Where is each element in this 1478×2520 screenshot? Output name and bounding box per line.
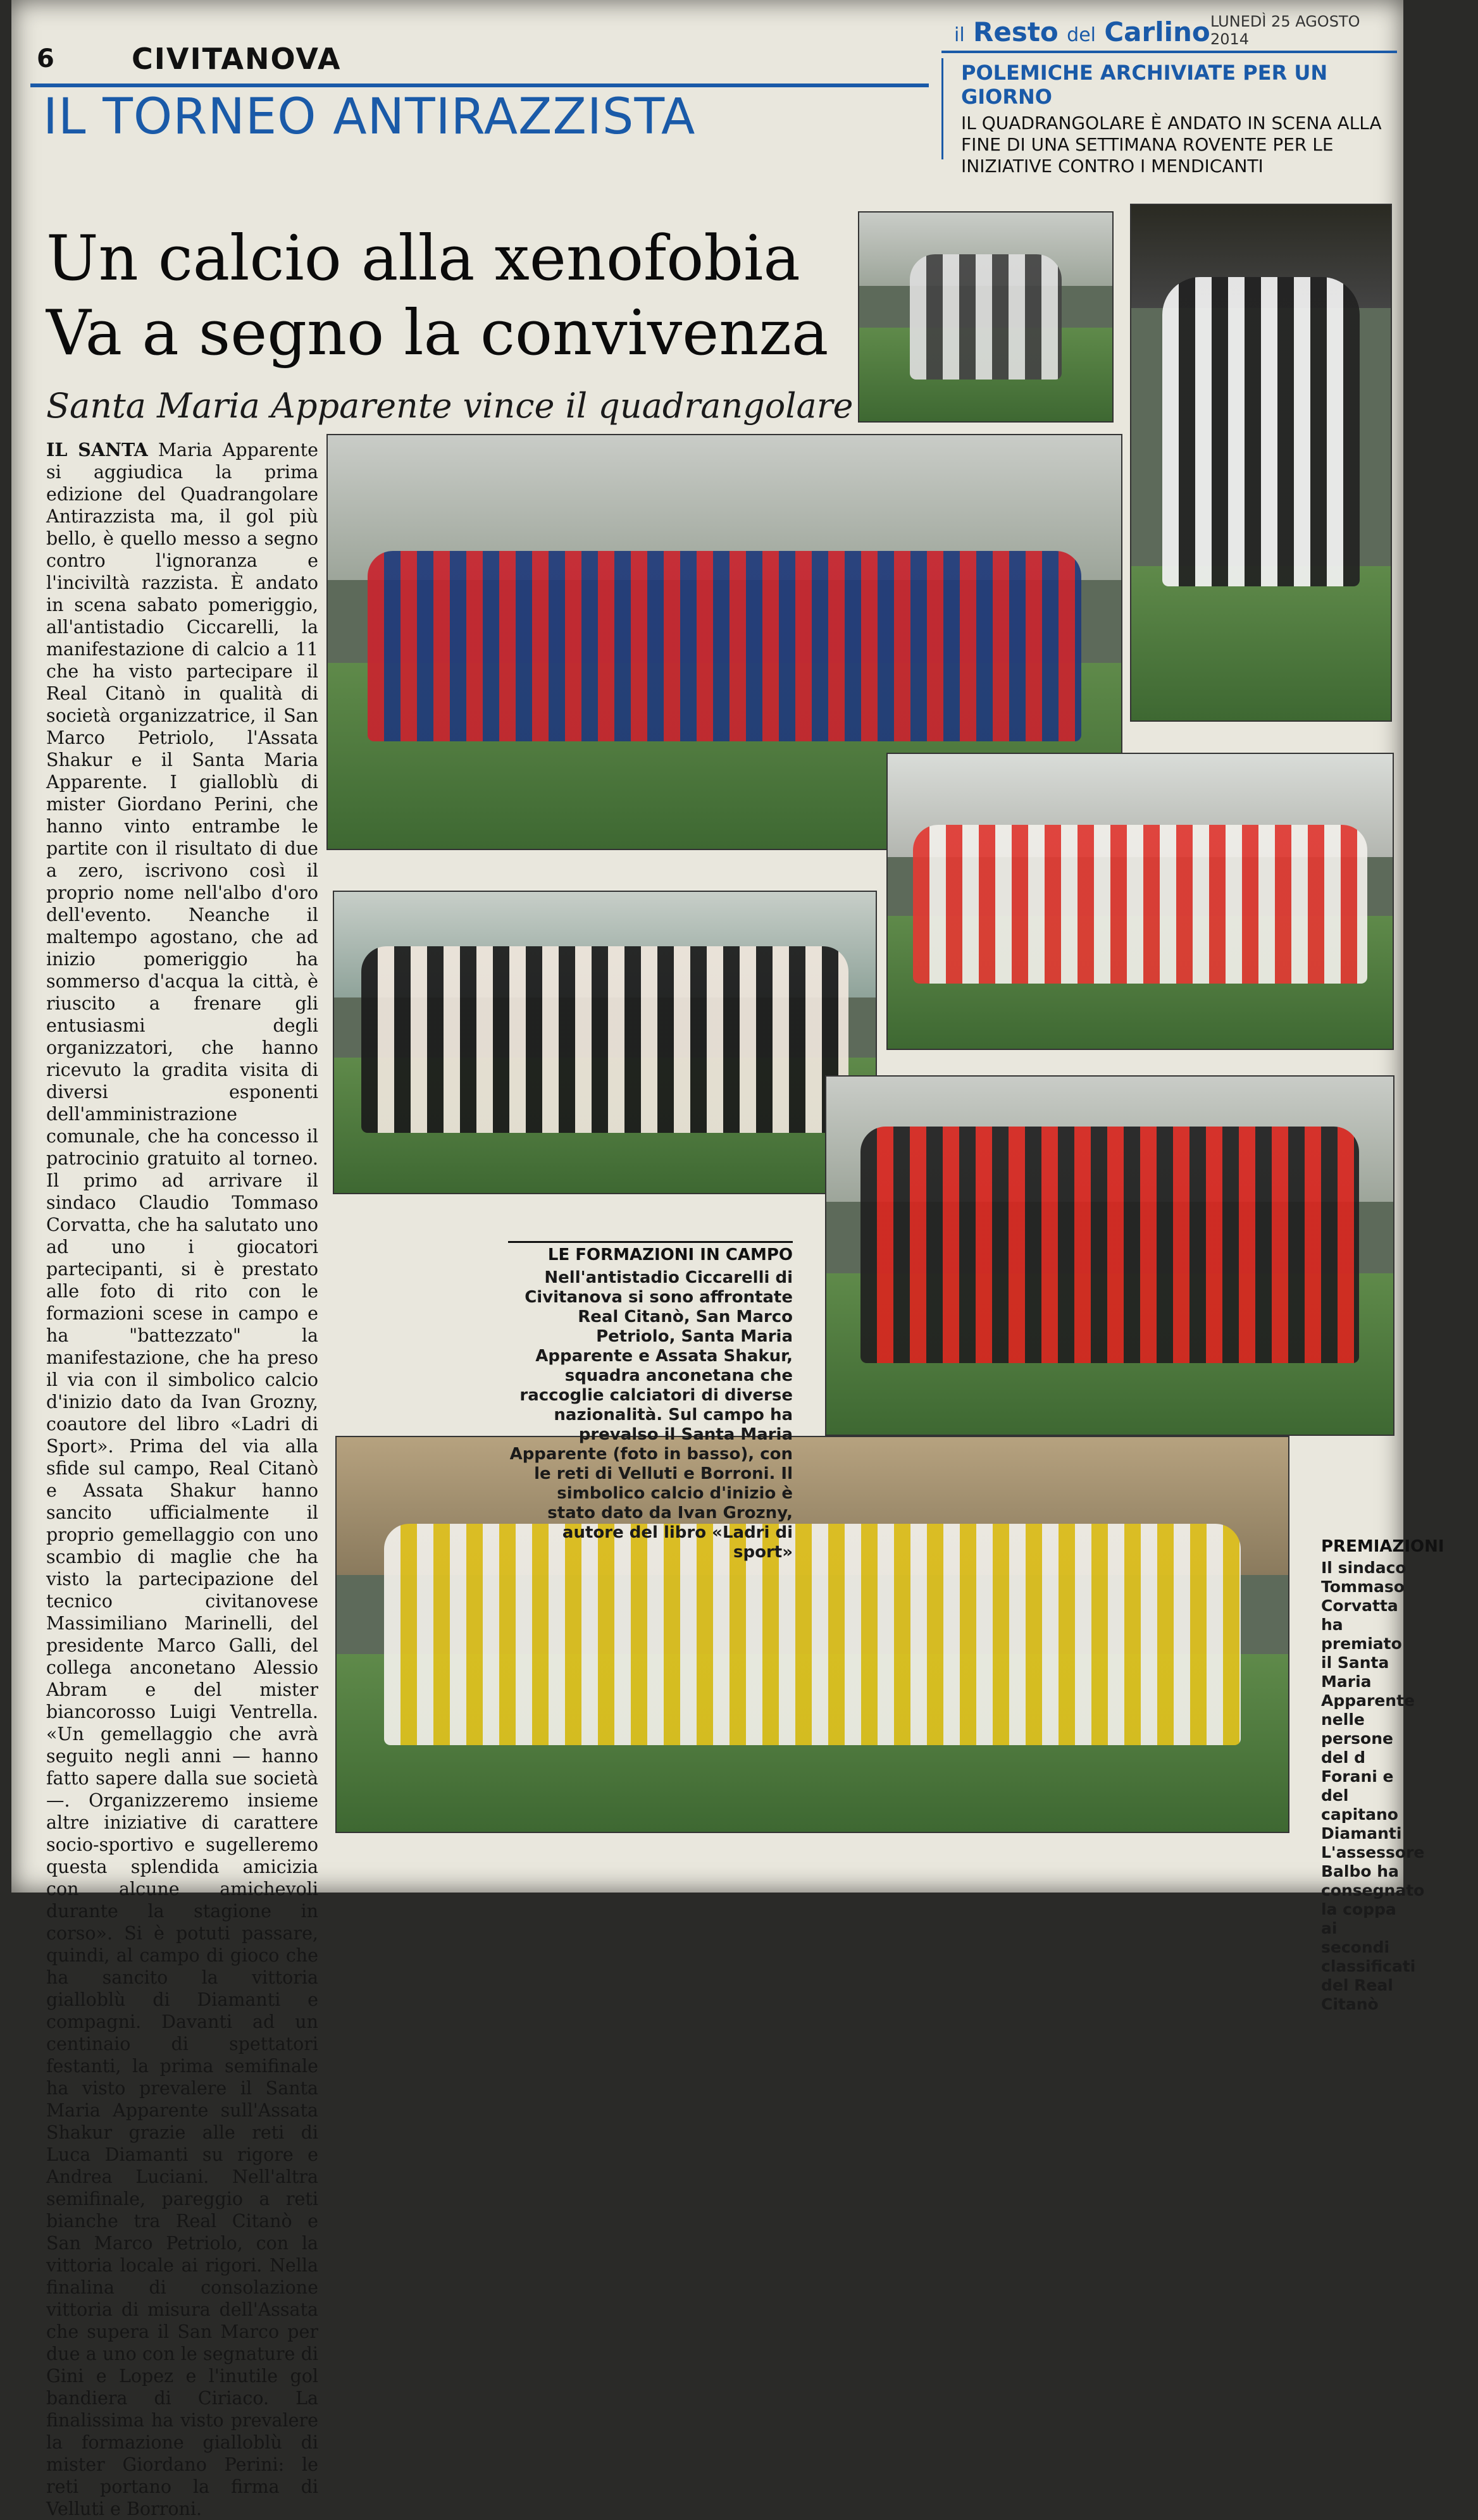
subheadline: Santa Maria Apparente vince il quadrangolare: [46, 386, 854, 426]
caption-formazioni-text: Nell'antistadio Ciccarelli di Civitanova si sono affrontate Real Citanò, San Marco Petriolo, Santa Maria Apparente e Assata Shakur, squadra anconetana che raccoglie calciatori di diverse nazionalità. Sul campo ha prevalso il Santa Maria Apparente (foto in basso), con le reti di Velluti e Borroni. Il simbolico calcio d'inizio è stato dato da Ivan Grozny, autore del libro «Ladri di sport»: [509, 1268, 793, 1562]
article-lead: IL SANTA: [46, 439, 148, 460]
page-number: 6: [37, 44, 54, 73]
sidebar-title: POLEMICHE ARCHIVIATE PER UN GIORNO: [961, 61, 1328, 109]
sidebar-text: IL QUADRANGOLARE È ANDATO IN SCENA ALLA FINE DI UNA SETTIMANA ROVENTE PER LE INIZIATIVE CONTRO I MENDICANTI: [961, 113, 1382, 176]
masthead-resto: Resto: [973, 16, 1059, 47]
article-text: Maria Apparente si aggiudica la prima edizione del Quadrangolare Antirazzista ma, il gol più bello, è quello messo a segno contro l'ignoranza e l'inciviltà razzista. È andato in scena sabato pomeriggio, all'antistadio Ciccarelli, la manifestazione di calcio a 11 che ha visto partecipare il Real Citanò in qualità di società organizzatrice, il San Marco Petriolo, l'Assata Shakur e il Santa Maria Apparente. I gialloblù di mister Giordano Perini, che hanno vinto entrambe le partite con il risultato di due a zero, iscrivono così il proprio nome nell'albo d'oro dell'evento. Neanche il maltempo agostano, che ad inizio pomeriggio ha sommerso d'acqua la città, è riuscito a frenare gli entusiasmi degli organizzatori, che hanno ricevuto la gradita visita di diversi esponenti dell'amministrazione comunale, che ha concesso il patrocinio gratuito al torneo. Il primo ad arrivare il sindaco Claudio Tommaso Corvatta, che ha salutato uno ad uno i giocatori partecipanti, si è prestato alle foto di rito con le formazioni scese in campo e ha "battezzato" la manifestazione, che ha preso il via con il simbolico calcio d'inizio dato da Ivan Grozny, coautore del libro «Ladri di Sport». Prima del via alla sfide sul campo, Real Citanò e Assata Shakur hanno sancito ufficialmente il proprio gemellaggio con uno scambio di maglie che ha visto la partecipazione del tecnico civitanovese Massimiliano Marinelli, del presidente Marco Galli, del collega anconetano Alessio Abram e del mister biancorosso Luigi Ventrella. «Un gemellaggio che avrà seguito negli anni — hanno fatto sapere dalla sue società —. Organizzeremo insieme altre iniziative di carattere socio-sportivo e sugelleremo questa splendida amicizia con alcune amichevoli durante la stagione in corso». Si è potuti passare, quindi, al campo di gioco che ha sancito la vittoria gialloblù di Diamanti e compagni. Davanti ad un centinaio di spettatori festanti, la prima semifinale ha visto prevalere il Santa Maria Apparente sull'Assata Shakur grazie alle reti di Luca Diamanti su rigore e Andrea Luciani. Nell'altra semifinale, pareggio a reti bianche tra Real Citanò e San Marco Petriolo, con la vittoria locale ai rigori. Nella finalina di consolazione vittoria di misura dell'Assata che supera il San Marco per due a uno con le segnature di Gini e Lopez e l'inutile gol bandiera di Ciriaco. La finalissima ha visto prevalere la formazione gialloblù di mister Giordano Perini: le reti portano la firma di Velluti e Borroni.: [46, 440, 318, 2519]
photo-team-santa-maria-apparente: [335, 1436, 1289, 1833]
caption-premiazioni-text: Il sindaco Tommaso Corvatta ha premiato il Santa Maria Apparente nelle persone del d Forani e del capitano Diamanti L'assessore Balbo ha consegnato la coppa ai secondi classificati del Real Citanò: [1321, 1559, 1425, 2013]
topic-title: IL TORNEO ANTIRAZZISTA: [43, 89, 696, 145]
headline: [46, 221, 828, 371]
photo-officials-small: [858, 211, 1114, 423]
headline-line-1: Un calcio alla xenofobia: [46, 223, 800, 295]
photo-twinning-jersey-swap: [825, 1075, 1394, 1436]
masthead-carlino: Carlino: [1104, 16, 1210, 47]
masthead-pre: il: [954, 24, 965, 46]
photo-trophy-handover: [1130, 204, 1392, 722]
caption-premiazioni-title: PREMIAZIONI: [1321, 1537, 1444, 1556]
masthead-logo: [954, 16, 1210, 47]
caption-formazioni-title: LE FORMAZIONI IN CAMPO: [508, 1241, 793, 1264]
issue-date: LUNEDÌ 25 AGOSTO 2014: [1210, 13, 1360, 48]
photo-team-san-marco: [886, 753, 1394, 1050]
headline-line-2: Va a segno la convivenza: [46, 297, 829, 369]
newspaper-page: [11, 0, 1444, 2519]
caption-formazioni: [508, 1241, 793, 1562]
masthead-divider: [941, 51, 1397, 53]
masthead-del: del: [1067, 24, 1096, 46]
sidebar-box: [941, 58, 1417, 176]
caption-premiazioni: [1321, 1537, 1444, 2014]
section-divider: [30, 83, 929, 87]
article-body: [46, 439, 318, 2520]
section-title: CIVITANOVA: [132, 42, 342, 76]
photo-team-assata-shakur: [333, 891, 877, 1194]
